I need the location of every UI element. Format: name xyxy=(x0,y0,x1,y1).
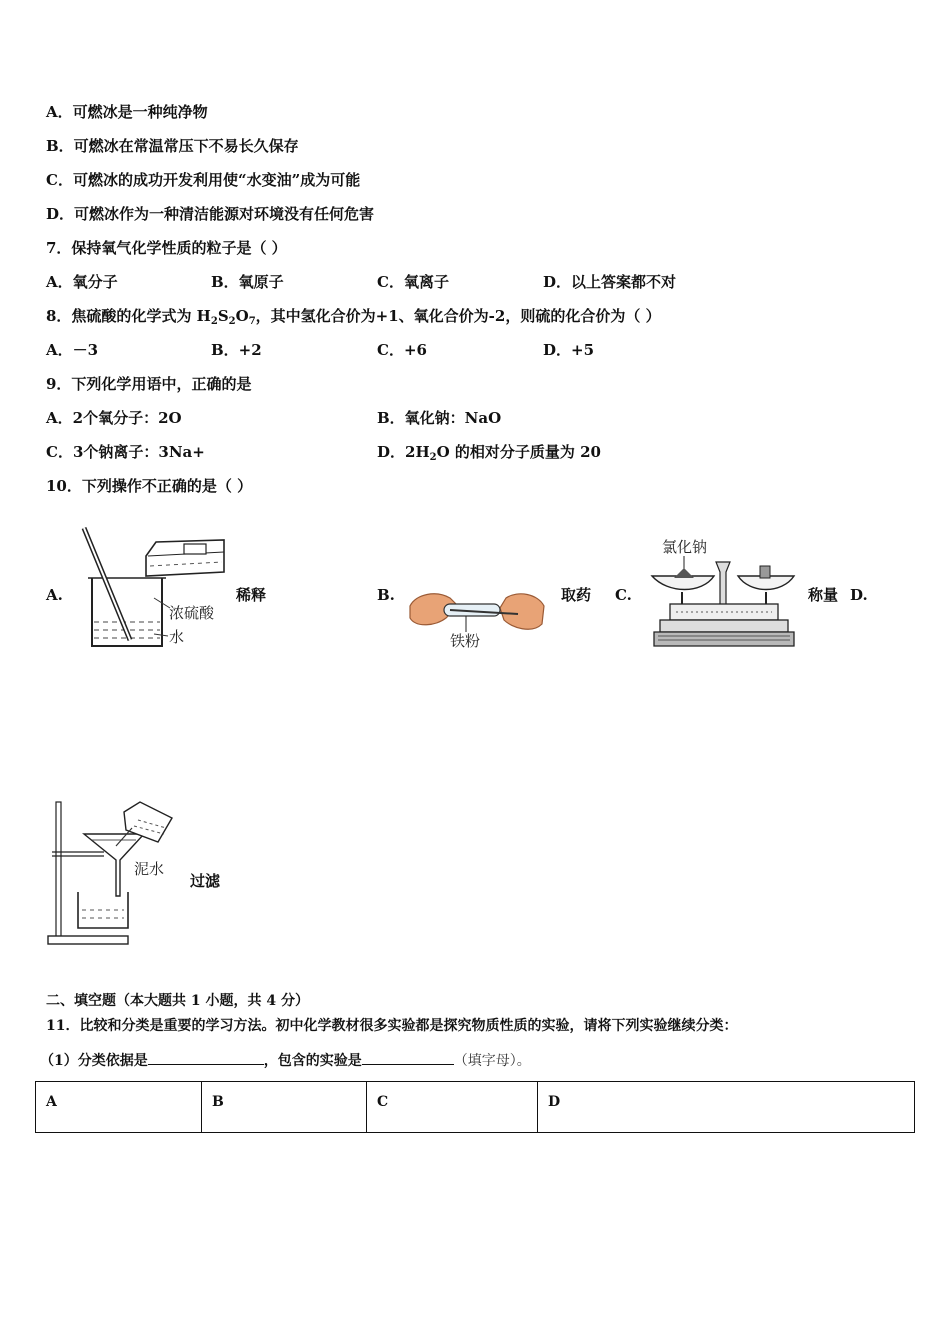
balance-figure xyxy=(648,532,796,652)
q10-c-operation: 称量 xyxy=(808,586,839,604)
q8-option-d: D．+5 xyxy=(543,341,595,359)
basis-blank[interactable] xyxy=(148,1049,264,1065)
table-cell-a: A xyxy=(36,1082,202,1133)
q10-c-letter: C. xyxy=(615,586,632,604)
filtration-figure xyxy=(44,800,176,950)
q9-option-d: D．$2H_2O$ 的相对分子质量为 20 xyxy=(377,443,601,463)
dilution-figure xyxy=(64,522,239,654)
q7-option-c: C．氧离子 xyxy=(377,273,449,291)
q7-stem: 7．保持氧气化学性质的粒子是（ ） xyxy=(46,239,287,257)
q7-option-b: B．氧原子 xyxy=(211,273,284,291)
q10-stem: 10．下列操作不正确的是（ ） xyxy=(46,477,253,495)
q7-option-a: A．氧分子 xyxy=(46,273,118,291)
q8-stem: 8．焦硫酸的化学式为 $H_2S_2O_7$，其中氢化合价为+1、氧化合价为-2，则硫的化合价为（ ） xyxy=(46,307,661,327)
q6-option-d: D．可燃冰作为一种清洁能源对环境没有任何危害 xyxy=(46,205,375,223)
q6-option-c: C．可燃冰的成功开发利用使“水变油”成为可能 xyxy=(46,171,361,189)
q9-option-a: A．2个氧分子：2O xyxy=(46,409,182,427)
iron-powder-label: 铁粉 xyxy=(450,632,481,650)
q6-option-a: A．可燃冰是一种纯净物 xyxy=(46,103,208,121)
q11-part1: （1）分类依据是 ，包含的实验是 （填字母）。 xyxy=(40,1049,531,1071)
q10-d-letter: D. xyxy=(850,586,868,604)
q6-option-b: B．可燃冰在常温常压下不易长久保存 xyxy=(46,137,299,155)
table-cell-c: C xyxy=(367,1082,538,1133)
q10-a-operation: 稀释 xyxy=(236,586,267,604)
q9-option-b: B．氧化钠：NaO xyxy=(377,409,502,427)
experiments-blank[interactable] xyxy=(362,1049,454,1065)
q11-stem: 11．比较和分类是重要的学习方法。初中化学教材很多实验都是探究物质性质的实验，请将下列实验继续分类： xyxy=(46,1018,738,1034)
q10-a-letter: A. xyxy=(46,586,63,604)
table-cell-d: D xyxy=(538,1082,915,1133)
q8-option-a: A．－3 xyxy=(46,341,99,359)
muddy-water-label: 泥水 xyxy=(134,860,165,878)
q9-option-c: C．3个钠离子：3Na+ xyxy=(46,443,205,461)
classification-table xyxy=(35,1081,915,1133)
section-2-title: 二、填空题（本大题共 1 小题，共 4 分） xyxy=(46,993,309,1009)
table-row xyxy=(36,1082,915,1133)
table-cell-b: B xyxy=(202,1082,367,1133)
q10-d-operation: 过滤 xyxy=(190,872,221,890)
q10-b-operation: 取药 xyxy=(561,586,592,604)
take-powder-figure xyxy=(406,584,546,652)
water-label: 水 xyxy=(169,628,185,646)
q7-option-d: D．以上答案都不对 xyxy=(543,273,677,291)
q9-stem: 9．下列化学用语中，正确的是 xyxy=(46,375,252,393)
sodium-chloride-label: 氯化钠 xyxy=(662,538,708,556)
q8-option-b: B．+2 xyxy=(211,341,262,359)
q10-b-letter: B. xyxy=(377,586,395,604)
concentrated-sulfuric-acid-label: 浓硫酸 xyxy=(169,604,215,622)
q8-option-c: C．+6 xyxy=(377,341,427,359)
